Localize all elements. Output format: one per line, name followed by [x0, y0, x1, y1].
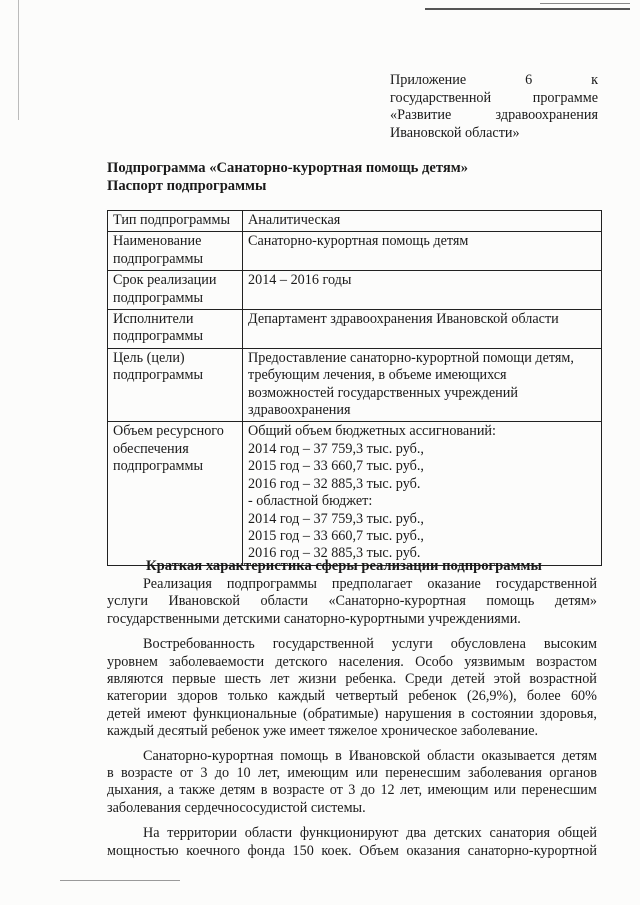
text-word: Особо	[415, 653, 454, 670]
text-word: уязвимым	[464, 653, 525, 670]
text-word: дыхания,	[107, 782, 163, 799]
text-word: мощностью	[107, 842, 179, 859]
text-word: общей	[557, 825, 597, 842]
passport-label-line: Тип подпрограммы	[113, 212, 231, 228]
paragraph	[107, 748, 597, 818]
passport-value-line: здравоохранения	[248, 402, 351, 419]
text-word: этой	[493, 671, 521, 688]
text-word: На	[143, 825, 160, 842]
text-word: санаторно-курортной	[467, 842, 597, 859]
text-word: возрасте	[121, 765, 173, 782]
text-word: в	[260, 782, 268, 799]
section-title: Краткая характеристика сферы реализации подпрограммы	[146, 558, 542, 574]
text-word: населения.	[338, 653, 404, 670]
text-word: детского	[275, 653, 328, 670]
text-word: шесть	[224, 671, 262, 688]
passport-heading: Паспорт подпрограммы	[107, 178, 267, 194]
text-word: (обратимые)	[303, 705, 379, 722]
text-word: имеющим	[427, 782, 489, 799]
passport-value	[243, 422, 602, 565]
text-word: Реализация	[143, 576, 212, 592]
passport-label	[108, 232, 243, 271]
text-word: фонда	[247, 842, 285, 859]
passport-value-line: 2014 год – 37 759,3 тыс. руб.,	[248, 510, 424, 527]
text-word: функциональные	[192, 705, 297, 722]
text-word: области	[260, 593, 308, 610]
text-word: детям	[561, 747, 597, 764]
scan-artifact-edge	[18, 0, 19, 120]
text-word: 3	[200, 765, 208, 782]
text-word: оказания	[406, 842, 461, 859]
text-word: 3	[348, 782, 356, 799]
text-word: санатория	[489, 825, 551, 842]
appendix-word: 6	[525, 72, 533, 88]
text-word: Санаторно-курортная	[143, 747, 274, 764]
text-word: также	[179, 782, 215, 799]
passport-label-line: Исполнители	[113, 311, 194, 328]
text-word: или	[493, 782, 517, 799]
text-line	[107, 782, 597, 799]
text-word: от	[329, 782, 343, 799]
text-word: Среди	[405, 671, 443, 688]
text-word: перенесшим	[521, 782, 597, 799]
text-word: коечного	[186, 842, 240, 859]
text-word: жизни	[298, 671, 337, 688]
paragraph	[107, 825, 597, 860]
passport-value-line: 2016 год – 32 885,3 тыс. руб.	[248, 545, 421, 562]
passport-label	[108, 422, 243, 565]
text-word: Объем	[359, 842, 399, 859]
passport-value-line: Департамент здравоохранения Ивановской области	[248, 311, 559, 328]
scan-artifact-line	[540, 3, 630, 4]
passport-row	[108, 348, 602, 422]
passport-label	[108, 211, 243, 232]
text-word: имеют	[147, 705, 187, 722]
text-word: до	[214, 765, 230, 782]
text-word: 10	[236, 765, 251, 782]
paragraph	[107, 576, 597, 628]
passport-label	[108, 310, 243, 349]
text-line	[107, 800, 597, 817]
passport-value	[243, 348, 602, 422]
text-word: заболевания	[467, 765, 542, 782]
text-word: первые	[172, 671, 216, 688]
text-word: лет	[269, 671, 290, 688]
text-word: детских	[433, 825, 482, 842]
text-word: подпрограммы	[226, 576, 317, 592]
appendix-line	[390, 125, 598, 143]
text-word: предполагает	[331, 576, 413, 592]
scan-artifact-line	[425, 8, 630, 10]
passport-row	[108, 232, 602, 271]
text-word: (26,9%),	[466, 688, 517, 705]
passport-row	[108, 310, 602, 349]
passport-value-line: Предоставление санаторно-курортной помощи детям,	[248, 349, 574, 366]
text-word: 12	[380, 782, 395, 799]
passport-value	[243, 232, 602, 271]
text-word: функционируют	[299, 825, 399, 842]
text-word: государственной	[495, 576, 597, 592]
appendix-line	[390, 90, 598, 108]
text-word: заболевания сердечнососудистой системы.	[107, 799, 366, 816]
text-word: являются	[107, 671, 164, 688]
passport-label-line: подпрограммы	[113, 250, 203, 267]
passport-value	[243, 310, 602, 349]
text-word: в	[458, 705, 465, 722]
passport-value	[243, 271, 602, 310]
appendix-word: программе	[532, 89, 598, 106]
passport-value-line: 2014 – 2016 годы	[248, 272, 352, 289]
text-line	[107, 723, 597, 740]
text-word: до	[360, 782, 376, 799]
text-line	[107, 671, 597, 688]
text-word: возрасте	[272, 782, 325, 799]
passport-value-line: Общий объем бюджетных ассигнований:	[248, 423, 496, 440]
passport-value-line: 2016 год – 32 885,3 тыс. руб.	[248, 475, 421, 492]
text-word: обусловлена	[450, 636, 526, 653]
text-word: Ивановской	[348, 747, 421, 764]
passport-row	[108, 271, 602, 310]
text-word: оказание	[427, 576, 481, 592]
text-word: «Санаторно-курортная	[328, 593, 466, 610]
appendix-word: к	[591, 72, 598, 88]
text-line	[107, 765, 597, 782]
text-word: детям»	[554, 593, 597, 610]
passport-label-line: Срок реализации	[113, 272, 217, 289]
text-word: каждый десятый ребенок уже имеет тяжелое хроническое заболевание.	[107, 723, 539, 740]
passport-value-line: 2015 год – 33 660,7 тыс. руб.,	[248, 458, 424, 475]
scan-artifact-line	[60, 880, 180, 881]
text-word: здоров	[177, 688, 218, 705]
appendix-word: государственной	[390, 89, 492, 106]
text-word: заболеваемости	[169, 653, 265, 670]
text-word: перенесшим	[385, 765, 461, 782]
text-line	[107, 706, 597, 723]
text-word: оказывается	[481, 747, 555, 764]
text-line	[107, 576, 597, 593]
passport-row	[108, 211, 602, 232]
appendix-line	[390, 107, 598, 125]
text-word: два	[406, 825, 427, 842]
text-word: здоровья,	[539, 705, 597, 722]
text-word: четвертый	[335, 688, 399, 705]
paragraph	[107, 636, 597, 740]
body-text	[107, 576, 597, 860]
passport-label-line: Наименование	[113, 233, 202, 250]
appendix-note	[390, 72, 598, 142]
subprogram-title: Подпрограмма «Санаторно-курортная помощь детям»	[107, 160, 468, 176]
appendix-word: Ивановской области»	[390, 124, 520, 141]
passport-label-line: подпрограммы	[113, 289, 203, 306]
text-line	[107, 748, 597, 765]
text-word: нарушения	[384, 705, 452, 722]
text-word: области	[427, 747, 475, 764]
text-word: детям	[220, 782, 256, 799]
text-word: или	[355, 765, 378, 782]
text-word: услуги	[391, 636, 433, 653]
text-word: состоянии	[471, 705, 534, 722]
passport-label	[108, 271, 243, 310]
text-word: 60%	[570, 688, 597, 705]
text-word: государственными детскими санаторно-курортными учреждениями.	[107, 610, 521, 627]
text-word: уровнем	[107, 653, 158, 670]
text-word: в	[335, 747, 342, 764]
text-word: ребенок	[408, 688, 457, 705]
text-word: каждый	[278, 688, 326, 705]
passport-label-line: Цель (цели)	[113, 349, 185, 366]
passport-label-line: Объем ресурсного	[113, 423, 224, 440]
text-word: помощь	[486, 593, 535, 610]
text-word: более	[526, 688, 561, 705]
text-word: имеющим	[287, 765, 349, 782]
passport-value	[243, 211, 602, 232]
text-word: услуги	[107, 593, 148, 610]
text-word: коек.	[321, 842, 352, 859]
text-word: детей	[451, 671, 485, 688]
text-word: 150	[292, 842, 314, 859]
appendix-word: Приложение	[390, 72, 467, 88]
text-word: а	[167, 782, 174, 799]
passport-label-line: подпрограммы	[113, 367, 203, 384]
text-word: от	[179, 765, 193, 782]
text-line	[107, 593, 597, 610]
text-line	[107, 843, 597, 860]
text-word: Ивановской	[168, 593, 240, 610]
text-word: органов	[549, 765, 597, 782]
appendix-word: «Развитие	[390, 107, 452, 123]
passport-label-line: подпрограммы	[113, 328, 203, 345]
text-line	[107, 688, 597, 705]
passport-value-line: Аналитическая	[248, 212, 341, 228]
text-word: только	[228, 688, 268, 705]
text-word: детей	[107, 705, 141, 722]
passport-value-line: - областной бюджет:	[248, 493, 373, 510]
passport-label-line: подпрограммы	[113, 458, 203, 475]
passport-row	[108, 422, 602, 565]
text-word: в	[107, 765, 114, 782]
passport-table	[107, 210, 602, 566]
text-line	[107, 636, 597, 653]
text-word: высоким	[543, 636, 597, 653]
passport-value-line: 2015 год – 33 660,7 тыс. руб.,	[248, 527, 424, 544]
text-line	[107, 654, 597, 671]
appendix-word: здравоохранения	[495, 107, 598, 123]
text-word: Востребованность	[143, 636, 255, 653]
text-word: ребенка.	[345, 671, 397, 688]
text-word: возрастной	[529, 671, 597, 688]
text-line	[107, 611, 597, 628]
text-word: возрастом	[536, 653, 597, 670]
text-word: помощь	[280, 747, 329, 764]
passport-value-line: требующим лечения, в объеме имеющихся	[248, 367, 507, 384]
passport-label	[108, 348, 243, 422]
text-word: категории	[107, 688, 167, 705]
appendix-line	[390, 72, 598, 90]
passport-label-line: обеспечения	[113, 440, 189, 457]
passport-value-line: возможностей государственных учреждений	[248, 384, 518, 401]
text-word: лет,	[400, 782, 423, 799]
text-word: территории	[167, 825, 237, 842]
text-word: лет,	[257, 765, 281, 782]
text-word: области	[244, 825, 293, 842]
passport-value-line: 2014 год – 37 759,3 тыс. руб.,	[248, 440, 424, 457]
text-line	[107, 825, 597, 842]
text-word: государственной	[272, 636, 374, 653]
passport-value-line: Санаторно-курортная помощь детям	[248, 233, 469, 250]
